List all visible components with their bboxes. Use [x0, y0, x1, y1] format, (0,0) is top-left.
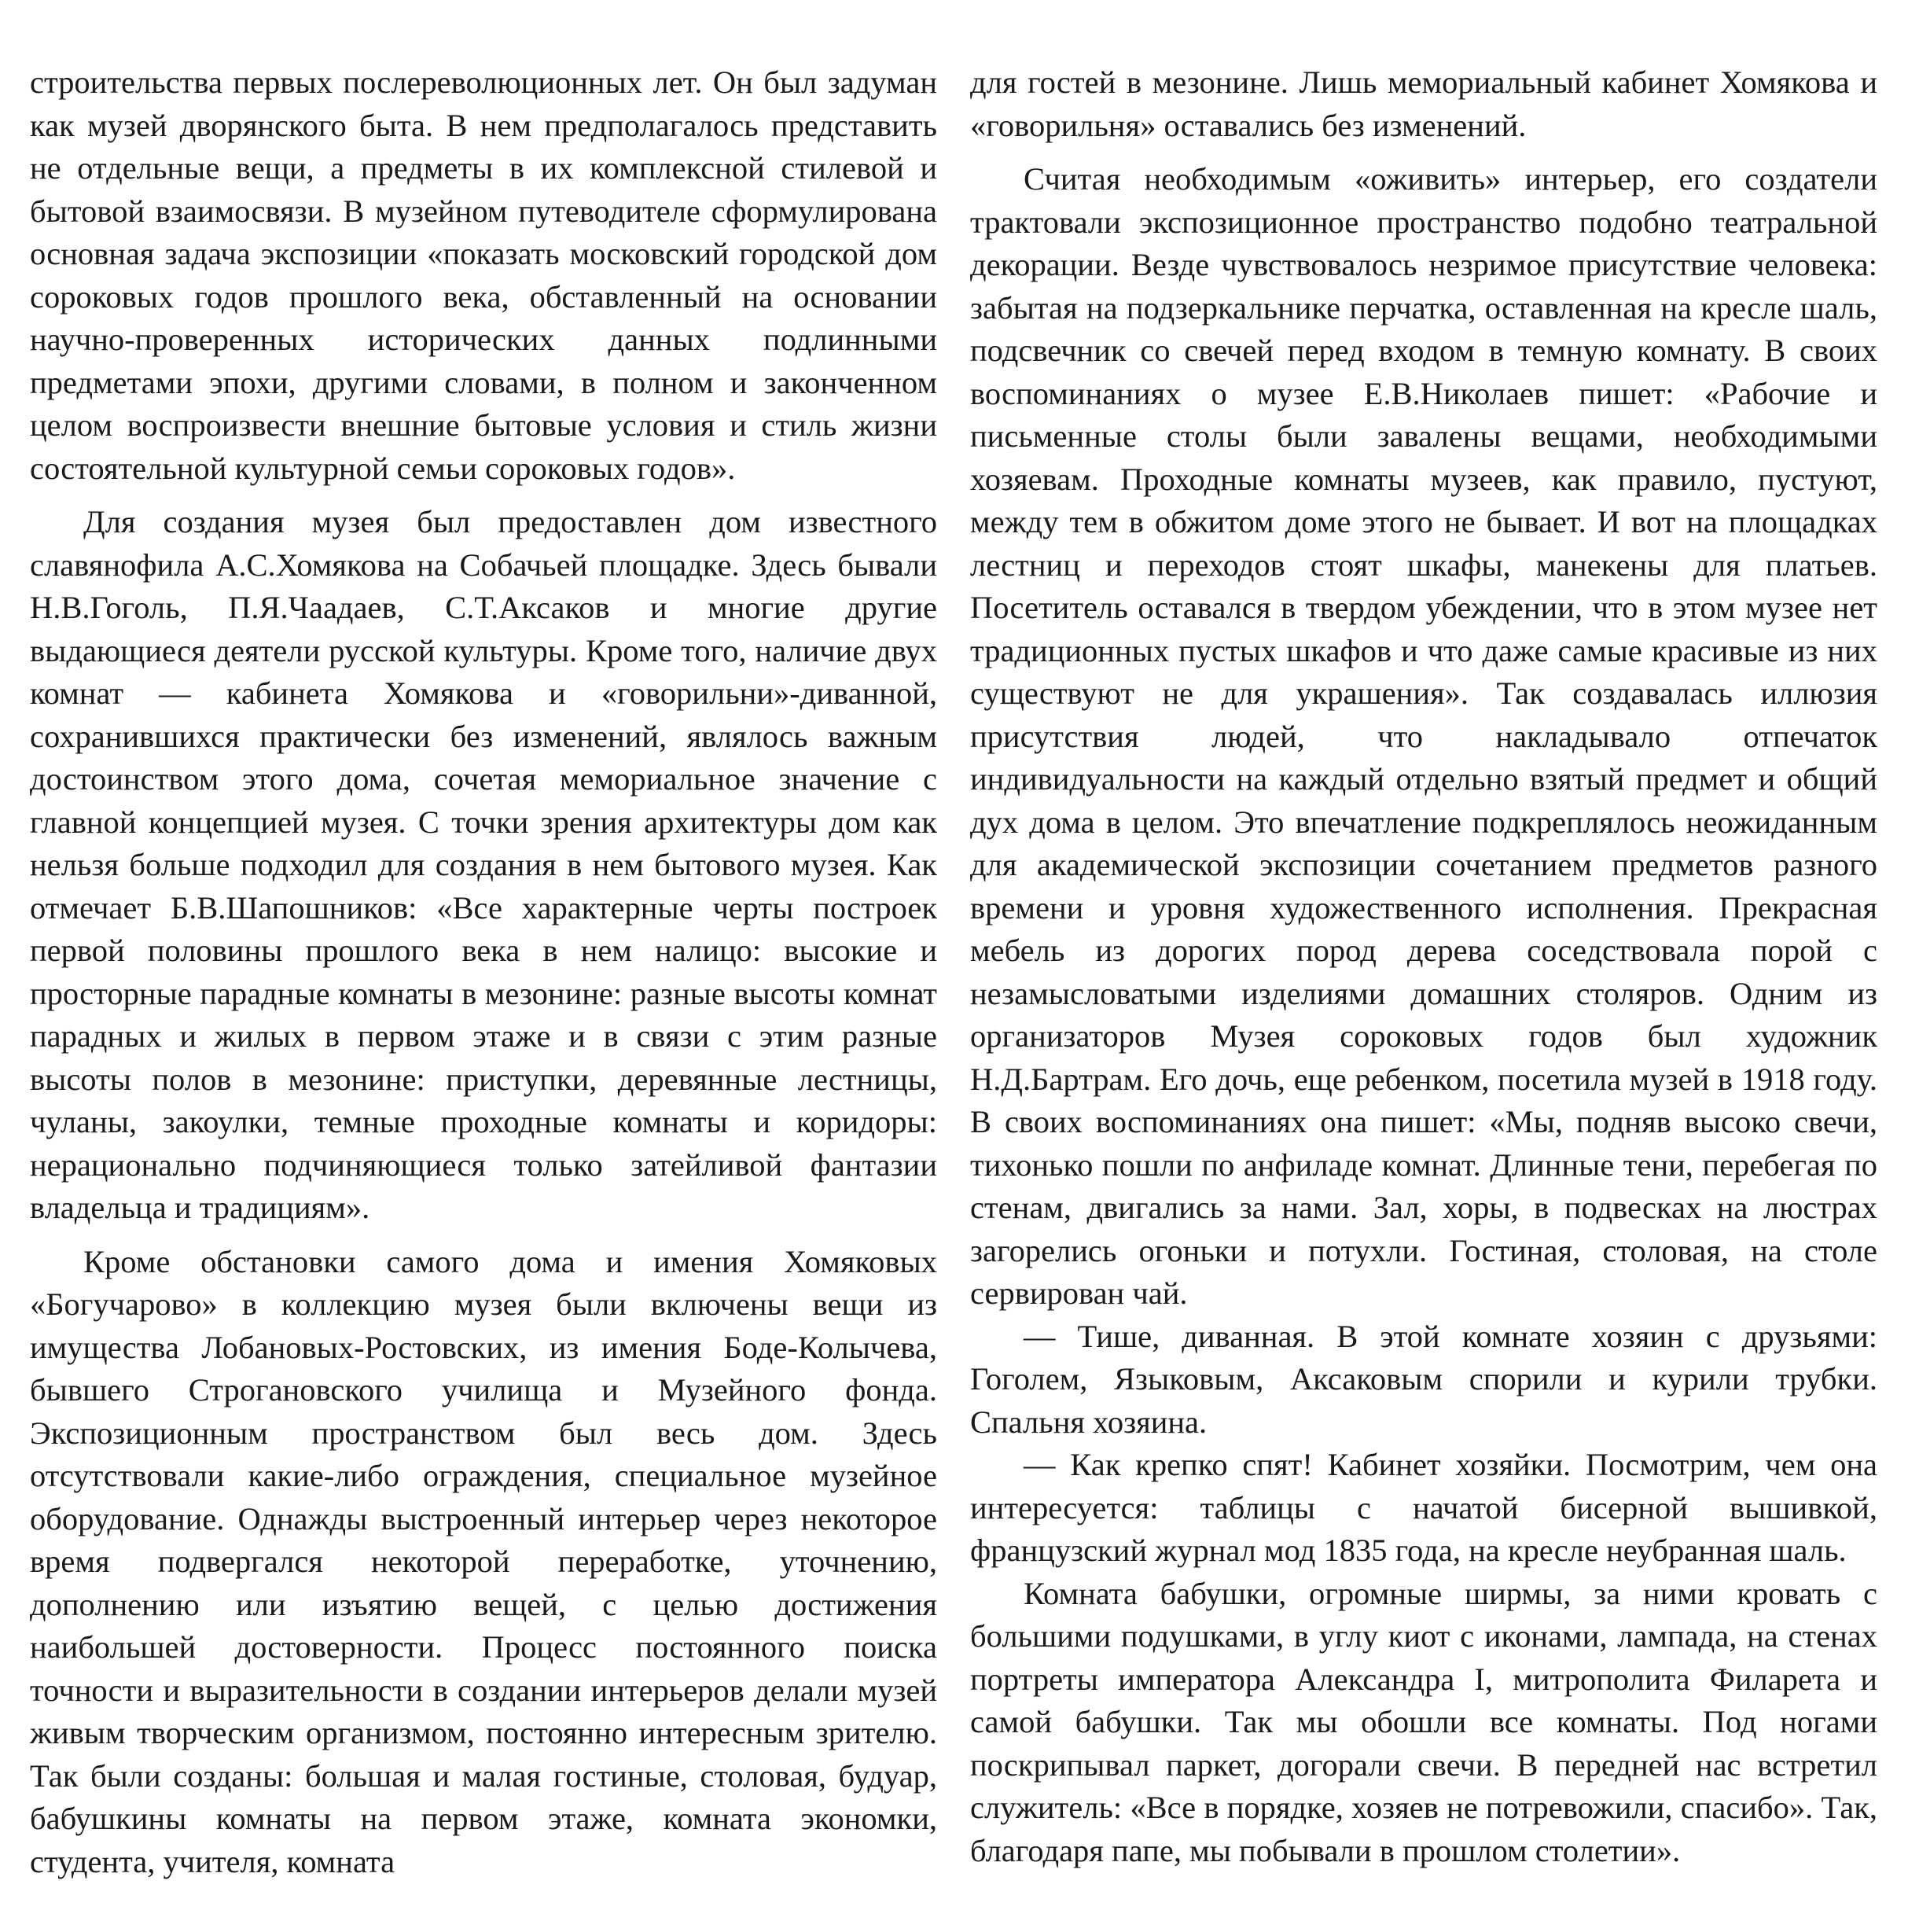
right-column — [970, 61, 1877, 1872]
dialog-paragraph: — Тише, диванная. В этой комнате хозяин с друзьями: Гоголем, Языковым, Аксаковым спорили и курили трубки. Спальня хозяина. — [970, 1318, 1877, 1440]
paragraph: Для создания музея был предоставлен дом известного славянофила А.С.Хомякова на Собачьей площадке. Здесь бывали Н.В.Гоголь, П.Я.Чаадаев, С.Т.Аксаков и многие другие выдающиеся деятели русской культуры. Кроме того, наличие двух комнат — кабинета Хомякова и «говорильни»-диванной, сохранившихся практически без изменений, являлось важным достоинством этого дома, сочетая мемориальное значение с главной концепцией музея. С точки зрения архитектуры дом как нельзя больше подходил для создания в нем бытового музея. Как отмечает Б.В.Шапошников: «Все характерные черты построек первой половины прошлого века в нем налицо: высокие и просторные парадные комнаты в мезонине: разные высоты комнат парадных и жилых в первом этаже и в связи с этим разные высоты полов в мезонине: приступки, деревянные лестницы, чуланы, закоулки, темные проходные комнаты и коридоры: нерационально подчиняющиеся только затейливой фантазии владельца и традициям». — [30, 504, 937, 1225]
paragraph: Считая необходимым «оживить» интерьер, его создатели трактовали экспозиционное пространство подобно театральной декорации. Везде чувствовалось незримое присутствие человека: забытая на подзеркальнике перчатка, оставленная на кресле шаль, подсвечник со свечей перед входом в темную комнату. В своих воспоминаниях о музее Е.В.Николаев пишет: «Рабочие и письменные столы были завалены вещами, необходимыми хозяевам. Проходные комнаты музеев, как правило, пустуют, между тем в обжитом доме этого не бывает. И вот на площадках лестниц и переходов стоят шкафы, манекены для платьев. Посетитель оставался в твердом убеждении, что в этом музее нет традиционных пустых шкафов и что даже самые красивые из них существуют не для украшения». Так создавалась иллюзия присутствия людей, что накладывало отпечаток индивидуальности на каждый отдельно взятый предмет и общий дух дома в целом. Это впечатление подкреплялось неожиданным для академической экспозиции сочетанием предметов разного времени и уровня художественного исполнения. Прекрасная мебель из дорогих пород дерева соседствовала порой с незамысловатыми изделиями домашних столяров. Одним из организаторов Музея сороковых годов был художник Н.Д.Бартрам. Его дочь, еще ребенком, посетила музей в 1918 году. В своих воспоминаниях она пишет: «Мы, подняв высоко свечи, тихонько пошли по анфиладе комнат. Длинные тени, перебегая по стенам, двигались за нами. Зал, хоры, в подвесках на люстрах загорелись огоньки и потухли. Гостиная, столовая, на столе сервирован чай. — [970, 161, 1877, 1311]
left-column — [30, 61, 937, 1883]
paragraph-continuation: для гостей в мезонине. Лишь мемориальный кабинет Хомякова и «говорильня» оставались без изменений. — [970, 64, 1877, 143]
paragraph: Кроме обстановки самого дома и имения Хомяковых «Богучарово» в коллекцию музея были включены вещи из имущества Лобановых-Ростовских, из имения Боде-Колычева, бывшего Строгановского училища и Музейного фонда. Экспозиционным пространством был весь дом. Здесь отсутствовали какие-либо ограждения, специальное музейное оборудование. Однажды выстроенный интерьер через некоторое время подвергался некоторой переработке, уточнению, дополнению или изъятию вещей, с целью достижения наибольшей достоверности. Процесс постоянного поиска точности и выразительности в создании интерьеров делали музей живым творческим организмом, постоянно интересным зрителю. Так были созданы: большая и малая гостиные, столовая, будуар, бабушкины комнаты на первом этаже, комната экономки, студента, учителя, комната — [30, 1243, 937, 1879]
dialog-paragraph: — Как крепко спят! Кабинет хозяйки. Посмотрим, чем она интересуется: таблицы с начатой бисерной вышивкой, французский журнал мод 1835 года, на кресле неубранная шаль. — [970, 1447, 1877, 1568]
paragraph-continuation: строительства первых послереволюционных лет. Он был задуман как музей дворянского быта. В нем предполагалось представить не отдельные вещи, а предметы в их комплексной стилевой и бытовой взаимосвязи. В музейном путеводителе сформулирована основная задача экспозиции «показать московский городской дом сороковых годов прошлого века, обставленный на основании научно-проверенных исторических данных подлинными предметами эпохи, другими словами, в полном и законченном целом воспроизвести внешние бытовые условия и стиль жизни состоятельной культурной семьи сороковых годов». — [30, 64, 937, 486]
paragraph: Комната бабушки, огромные ширмы, за ними кровать с большими подушками, в углу киот с иконами, лампада, на стенах портреты императора Александра I, митрополита Филарета и самой бабушки. Так мы обошли все комнаты. Под ногами поскрипывал паркет, догорали свечи. В передней нас встретил служитель: «Все в порядке, хозяев не потревожили, спасибо». Так, благодаря папе, мы побывали в прошлом столетии». — [970, 1575, 1877, 1868]
